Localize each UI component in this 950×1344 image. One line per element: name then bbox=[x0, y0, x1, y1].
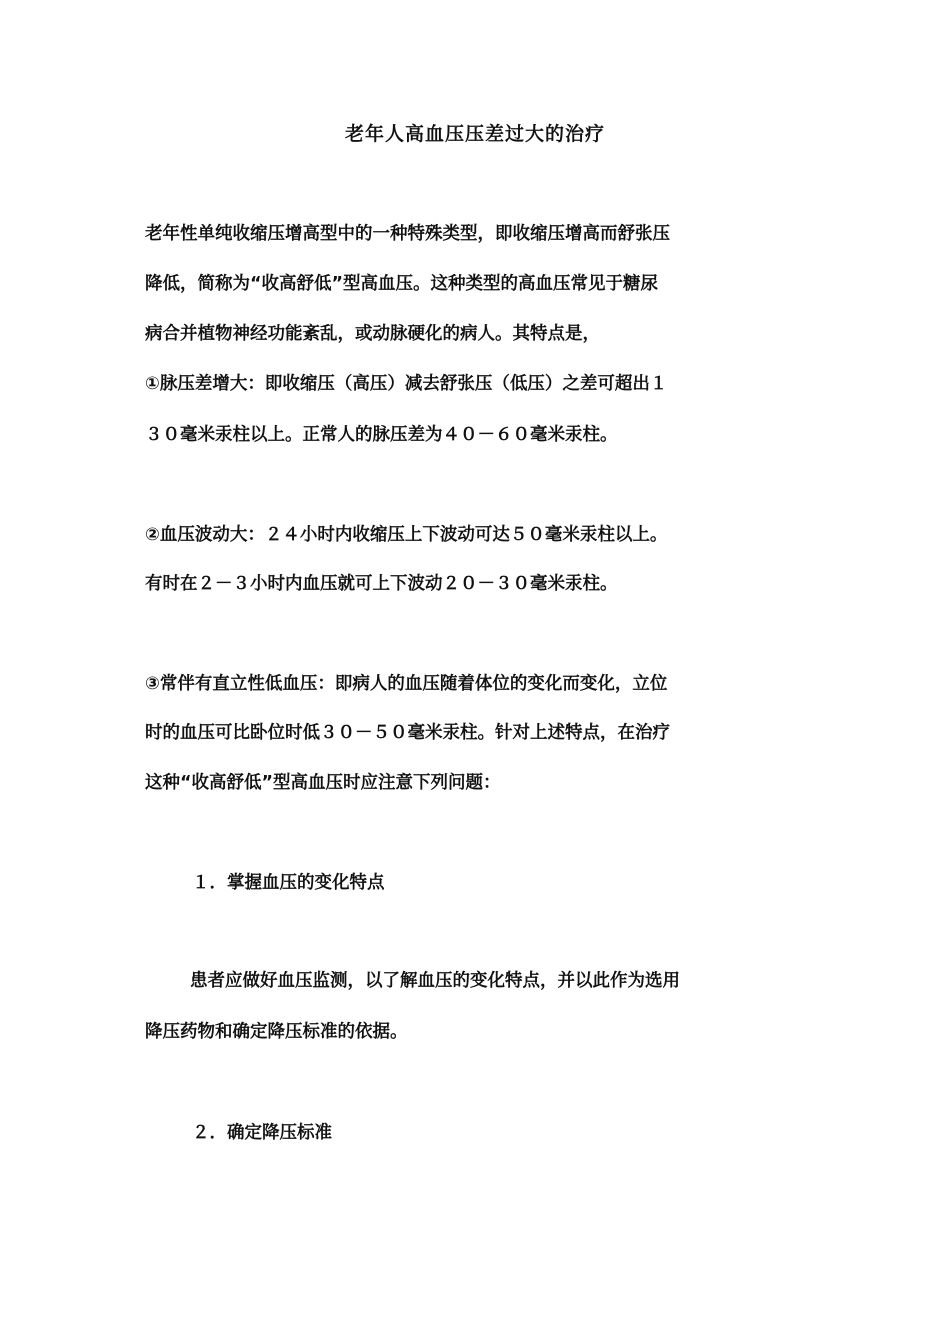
point1-line-2: ３０毫米汞柱以上。正常人的脉压差为４０－６０毫米汞柱。 bbox=[145, 425, 618, 445]
point3-line-3: 这种“收高舒低”型高血压时应注意下列问题： bbox=[145, 773, 501, 793]
point3-line-1: ③常伴有直立性低血压：即病人的血压随着体位的变化而变化，立位 bbox=[145, 674, 668, 694]
point1-line-1: ①脉压差增大：即收缩压（高压）减去舒张压（低压）之差可超出１ bbox=[145, 374, 668, 394]
intro-line-2: 降低，简称为“收高舒低”型高血压。这种类型的高血压常见于糖尿 bbox=[145, 274, 659, 294]
section1-body-line-2: 降压药物和确定降压标准的依据。 bbox=[145, 1022, 408, 1042]
section1-heading: １．掌握血压的变化特点 bbox=[192, 873, 385, 893]
point2-line-1: ②血压波动大：２４小时内收缩压上下波动可达５０毫米汞柱以上。 bbox=[145, 525, 668, 545]
intro-line-1: 老年性单纯收缩压增高型中的一种特殊类型，即收缩压增高而舒张压 bbox=[145, 224, 670, 244]
document-title: 老年人高血压压差过大的治疗 bbox=[344, 123, 605, 145]
point3-line-2: 时的血压可比卧位时低３０－５０毫米汞柱。针对上述特点，在治疗 bbox=[145, 723, 670, 743]
point2-line-2: 有时在２－３小时内血压就可上下波动２０－３０毫米汞柱。 bbox=[145, 574, 618, 594]
intro-line-3: 病合并植物神经功能紊乱，或动脉硬化的病人。其特点是， bbox=[145, 324, 600, 344]
section2-heading: ２．确定降压标准 bbox=[192, 1123, 332, 1143]
section1-body-line-1: 患者应做好血压监测，以了解血压的变化特点，并以此作为选用 bbox=[190, 971, 680, 991]
